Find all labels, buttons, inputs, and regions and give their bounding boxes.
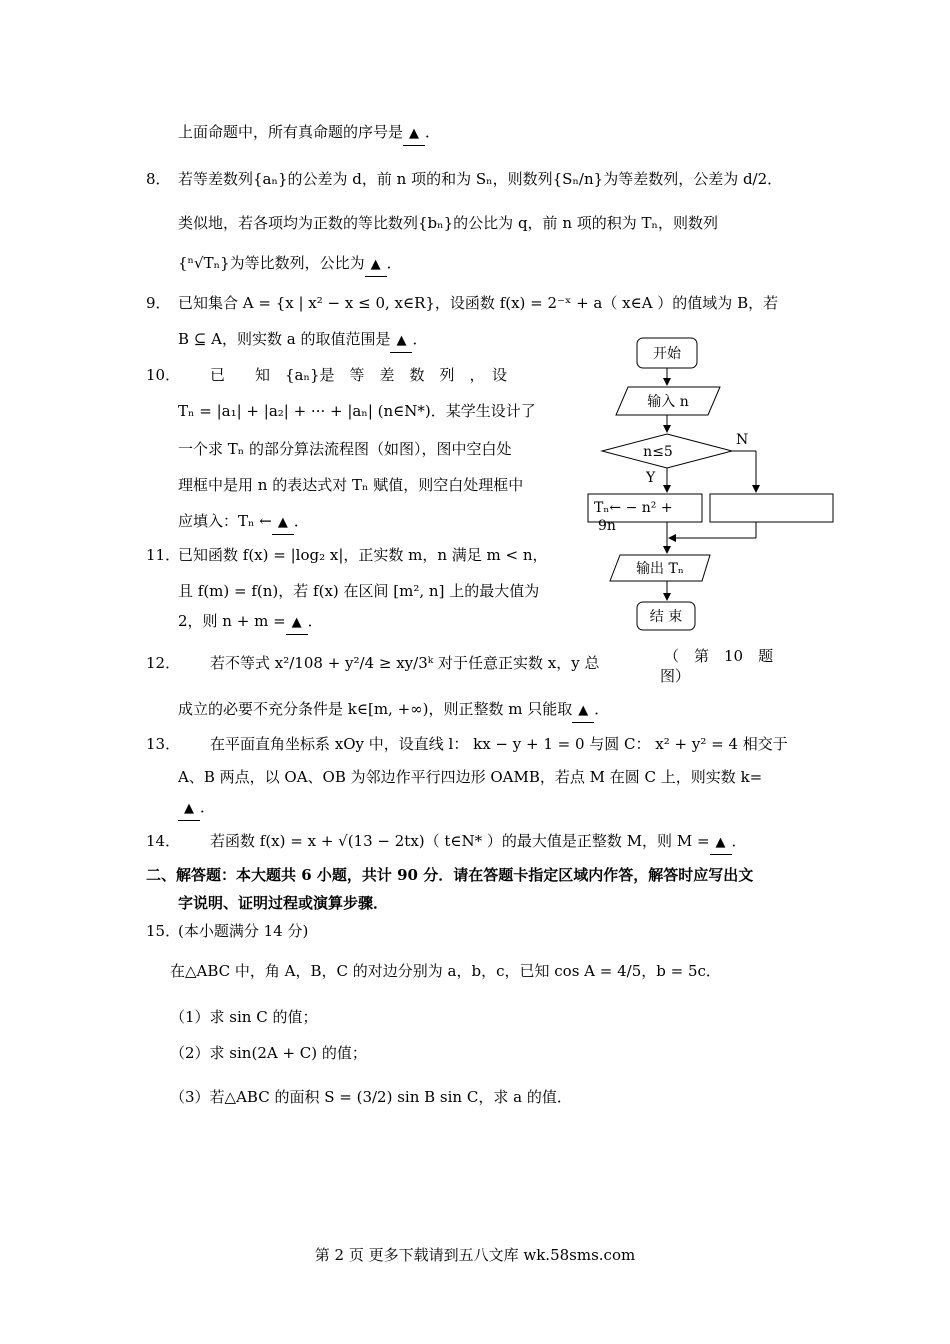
flow-yes-label: Y xyxy=(646,470,656,486)
problem-8-line-2: 类似地，若各项均为正数的等比数列{bₙ}的公比为 q，前 n 项的积为 Tₙ，则数列 xyxy=(178,214,719,232)
text: 若函数 f(x) = x + √(13 − 2tx)（ t∈N* ）的最大值是正整数 M，则 M = xyxy=(210,832,710,850)
problem-12-number: 12． xyxy=(146,654,181,672)
problem-8-number: 8． xyxy=(146,170,171,188)
answer-blank: ▲ xyxy=(390,330,412,353)
answer-blank: ▲ xyxy=(403,123,425,146)
problem-13-number: 13． xyxy=(146,735,181,753)
problem-15-stem: 在△ABC 中，角 A，B，C 的对边分别为 a，b，c，已知 cos A = 4/5，b = 5c． xyxy=(170,962,721,980)
text: {ⁿ√Tₙ}为等比数列，公比为 xyxy=(178,254,365,272)
problem-8-line-1: 若等差数列{aₙ}的公差为 d，前 n 项的和为 Sₙ，则数列{Sₙ/n}为等差数列，公差为 d/2． xyxy=(178,170,783,188)
problem-11-line-2: 且 f(m) = f(n)，若 f(x) 在区间 [m², n] 上的最大值为 xyxy=(178,582,540,600)
flow-no-label: N xyxy=(736,432,749,448)
text: 应填入：Tₙ ← xyxy=(178,512,272,530)
problem-15-header: (本小题满分 14 分) xyxy=(178,922,309,940)
section-2-heading: 二、解答题：本大题共 6 小题，共计 90 分．请在答题卡指定区域内作答，解答时应写出文 xyxy=(146,866,754,884)
problem-12-line-1: 若不等式 x²/108 + y²/4 ≥ xy/3ᵏ 对于任意正实数 x，y 总 xyxy=(210,654,600,672)
problem-10-line-2: Tₙ = |a₁| + |a₂| + ··· + |aₙ| (n∈N*)．某学生设计了 xyxy=(178,402,536,420)
problem-14-number: 14． xyxy=(146,832,181,850)
problem-10-line-4: 理框中是用 n 的表达式对 Tₙ 赋值，则空白处理框中 xyxy=(178,476,524,494)
flowchart xyxy=(580,332,845,642)
problem-11-line-1: 已知函数 f(x) = |log₂ x|，正实数 m，n 满足 m < n， xyxy=(178,546,548,564)
problem-10-line-1: 已 知 {aₙ}是 等 差 数 列 ， 设 xyxy=(210,366,508,384)
problem-13-line-2: A、B 两点，以 OA、OB 为邻边作平行四边形 OAMB，若点 M 在圆 C 上，则实数 k= xyxy=(178,768,763,786)
problem-15-q2: （2）求 sin(2A + C) 的值； xyxy=(170,1044,367,1062)
problem-15-q3: （3）若△ABC 的面积 S = (3/2) sin B sin C，求 a 的值． xyxy=(170,1088,572,1106)
problem-9-number: 9． xyxy=(146,294,171,312)
problem-8-line-3: {ⁿ√Tₙ}为等比数列，公比为 ▲ ． xyxy=(178,252,402,277)
problem-13-line-1: 在平面直角坐标系 xOy 中，设直线 l： kx − y + 1 = 0 与圆 C： x² + y² = 4 相交于 xyxy=(210,735,788,753)
answer-blank: ▲ xyxy=(710,832,732,855)
flow-assign-label-cont: 9n xyxy=(598,518,616,534)
text: B ⊆ A，则实数 a 的取值范围是 xyxy=(178,330,391,348)
problem-13-line-3: ▲ ． xyxy=(178,796,215,821)
flow-condition-label: n≤5 xyxy=(643,444,673,460)
prev-question-tail: 上面命题中，所有真命题的序号是 ▲ ． xyxy=(178,121,440,146)
problem-14-line-1: 若函数 f(x) = x + √(13 − 2tx)（ t∈N* ）的最大值是正整数 M，则 M = ▲ ． xyxy=(210,830,747,855)
problem-15-number: 15． xyxy=(146,922,181,940)
text: 2，则 n + m = xyxy=(178,612,286,630)
text: 成立的必要不充分条件是 k∈[m, +∞)，则正整数 m 只能取 xyxy=(178,700,573,718)
flow-output-label: 输出 Tₙ xyxy=(636,561,684,577)
problem-12-line-2: 成立的必要不充分条件是 k∈[m, +∞)，则正整数 m 只能取 ▲ ． xyxy=(178,698,609,723)
answer-blank: ▲ xyxy=(178,798,200,821)
flow-input-label: 输入 n xyxy=(647,394,689,410)
problem-15-q1: （1）求 sin C 的值； xyxy=(170,1008,318,1026)
problem-11-number: 11． xyxy=(146,546,181,564)
flow-end-label: 结 束 xyxy=(649,609,683,625)
answer-blank: ▲ xyxy=(286,612,308,635)
answer-blank: ▲ xyxy=(272,512,294,535)
problem-11-line-3: 2，则 n + m = ▲ ． xyxy=(178,610,323,635)
flow-start-label: 开始 xyxy=(653,346,681,362)
problem-10-line-3: 一个求 Tₙ 的部分算法流程图（如图），图中空白处 xyxy=(178,440,512,458)
figure-caption: （ 第 10 题 xyxy=(664,647,774,665)
problem-9-line-2: B ⊆ A，则实数 a 的取值范围是 ▲ ． xyxy=(178,328,427,353)
flow-blank-box xyxy=(710,494,833,522)
answer-blank: ▲ xyxy=(365,254,387,277)
figure-caption-cont: 图） xyxy=(660,667,691,685)
answer-blank: ▲ xyxy=(572,700,594,723)
flow-assign-label: Tₙ← − n² + xyxy=(594,500,673,516)
section-2-heading-cont: 字说明、证明过程或演算步骤． xyxy=(178,894,389,912)
problem-9-line-1: 已知集合 A = {x | x² − x ≤ 0, x∈R}，设函数 f(x) = 2⁻ˣ + a（ x∈A ）的值域为 B，若 xyxy=(178,294,779,312)
page-footer: 第 2 页 更多下载请到五八文库 wk.58sms.com xyxy=(314,1246,636,1264)
problem-10-line-5: 应填入：Tₙ ← ▲ ． xyxy=(178,510,309,535)
text: 上面命题中，所有真命题的序号是 xyxy=(178,123,404,141)
problem-10-number: 10． xyxy=(146,366,181,384)
